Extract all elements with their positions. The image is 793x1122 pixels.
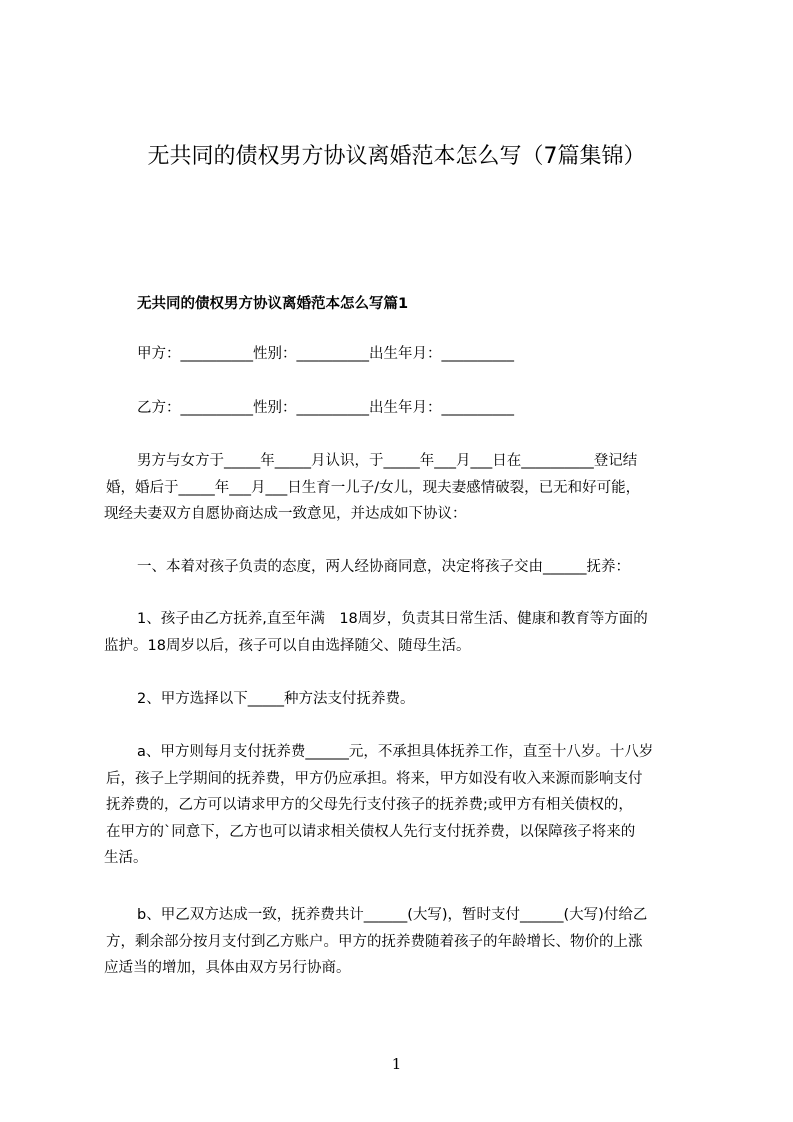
section-title: 无共同的债权男方协议离婚范本怎么写篇1 <box>137 296 409 312</box>
party-b-line: 乙方：__________性别：__________出生年月：__________ <box>137 400 514 416</box>
paragraph-line: 婚，婚后于_____年___月___日生育一儿子/女儿，现夫妻感情破裂，已无和好可能， <box>106 479 641 496</box>
item-2: 2、甲方选择以下_____种方法支付抚养费。 <box>137 691 415 707</box>
page-number: 1 <box>391 1055 402 1073</box>
item-1-paragraph <box>104 606 704 659</box>
item-a-paragraph <box>104 739 704 872</box>
paragraph-line: b、甲乙双方达成一致，抚养费共计______(大写)，暂时支付______(大写)付给乙 <box>137 907 648 923</box>
paragraph-line: 现经夫妻双方自愿协商达成一致意见，并达成如下协议： <box>104 506 467 522</box>
paragraph-line: 1、孩子由乙方抚养,直至年满 18周岁，负责其日常生活、健康和教育等方面的 <box>137 611 648 627</box>
paragraph-line: 抚养费的，乙方可以请求甲方的父母先行支付孩子的抚养费;或甲方有相关债权的， <box>106 797 633 813</box>
paragraph-line: 在甲方的`同意下，乙方也可以请求相关债权人先行支付抚养费，以保障孩子将来的 <box>106 823 636 840</box>
paragraph-line: 方，剩余部分按月支付到乙方账户。甲方的抚养费随着孩子的年龄增长、物价的上涨 <box>106 933 643 950</box>
intro-paragraph <box>104 448 704 528</box>
paragraph-line: 监护。18周岁以后，孩子可以自由选择随父、随母生活。 <box>104 637 471 654</box>
paragraph-line: 应适当的增加，具体由双方另行协商。 <box>104 960 351 976</box>
paragraph-line: 后，孩子上学期间的抚养费，甲方仍应承担。将来，甲方如没有收入来源而影响支付 <box>106 770 643 787</box>
paragraph-line: 男方与女方于_____年_____月认识，于_____年___月___日在__________登记结 <box>137 453 638 469</box>
document-title: 无共同的债权男方协议离婚范本怎么写（7篇集锦） <box>147 144 646 169</box>
party-a-line: 甲方：__________性别：__________出生年月：__________ <box>137 346 514 362</box>
clause-1: 一、本着对孩子负责的态度，两人经协商同意，决定将孩子交由______抚养： <box>137 559 630 575</box>
item-b-paragraph <box>104 902 704 982</box>
paragraph-line: 生活。 <box>104 850 148 866</box>
paragraph-line: a、甲方则每月支付抚养费______元，不承担具体抚养工作，直至十八岁。十八岁 <box>137 744 654 760</box>
